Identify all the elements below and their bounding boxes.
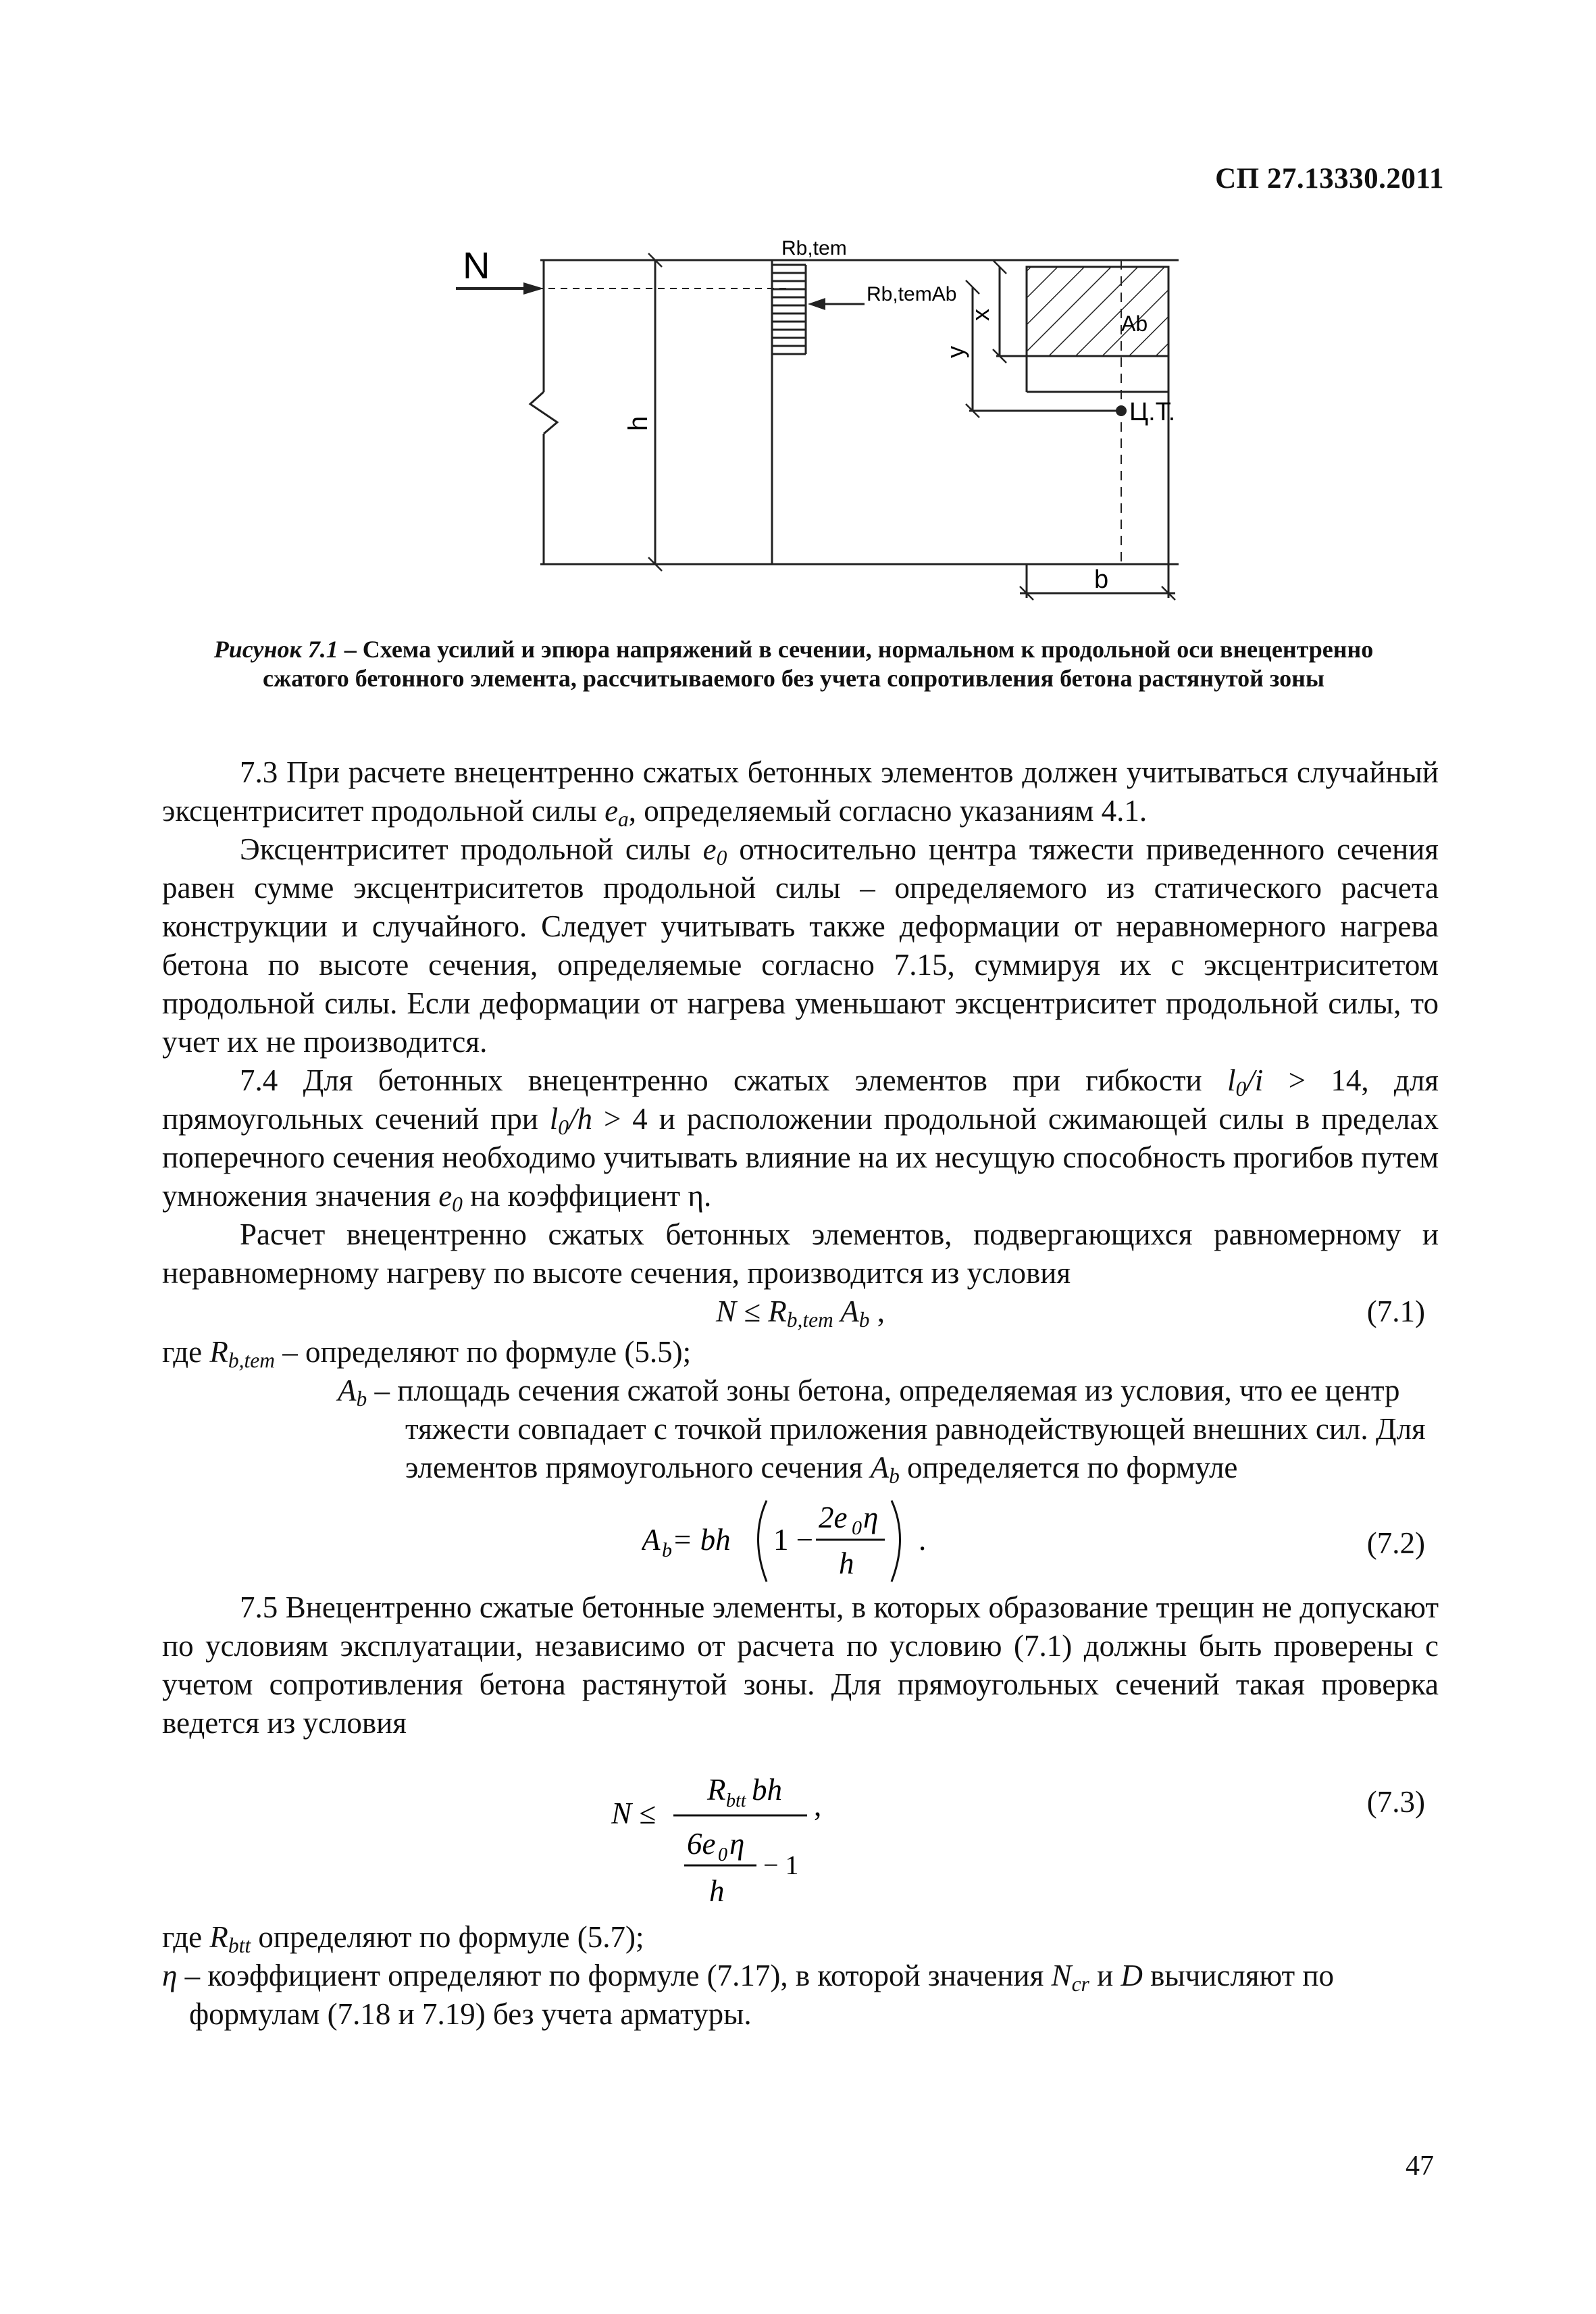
paragraph-calculation: Расчет внецентренно сжатых бетонных элементов, подвергающихся равномерному и неравномерному нагреву по высоте сечения, производится из условия — [162, 1217, 1439, 1290]
label-stress: Rb,tem — [781, 237, 847, 259]
svg-text:0: 0 — [718, 1844, 727, 1865]
label-force-n: N — [463, 244, 490, 286]
body-text — [162, 753, 1439, 2034]
svg-text:− 1: − 1 — [763, 1850, 799, 1880]
resultant-arrow — [808, 298, 865, 310]
standard-code-header: СП 27.13330.2011 — [1215, 163, 1444, 195]
definition-ab: $A_b$ – площадь сечения сжатой зоны бетона, определяемая из условия, что ее центр тяжести совпадает с точкой приложения равнодействующей внешних сил. Для элементов прямоугольного сечения $A_b$ определяется по формуле — [338, 1374, 1426, 1488]
svg-text:,: , — [814, 1788, 822, 1822]
svg-text:2e: 2e — [819, 1501, 848, 1534]
label-dim-b: b — [1094, 565, 1109, 594]
svg-text:η: η — [729, 1827, 745, 1861]
definition-rbtt: где $R_{btt}$ определяют по формуле (5.7); — [162, 1920, 644, 1957]
caption-label: Рисунок 7.1 — [213, 636, 338, 663]
svg-text:6e: 6e — [687, 1827, 716, 1861]
definition-eta: η – коэффициент определяют по формуле (7.17), в которой значения $N_{cr}$ и D вычисляют по формулам (7.18 и 7.19) без учета арматуры. — [162, 1959, 1335, 2031]
formula-number-7-3: (7.3) — [1366, 1785, 1425, 1819]
figure-7-1-diagram — [432, 223, 1229, 615]
label-dim-h: h — [623, 416, 653, 431]
center-of-gravity-point — [1116, 405, 1127, 416]
label-dim-x: x — [967, 309, 994, 321]
paragraph-eccentricity: Эксцентриситет продольной силы $e_0$ относительно центра тяжести приведенного сечения равен сумме эксцентриситетов продольной силы – определяемого из статического расчета конструкции и случайного. Следует учитывать также деформации от неравномерного нагрева бетона по высоте сечения, определяемые согласно 7.15, суммируя их с эксцентриситетом продольной силы. Если деформации от нагрева уменьшают эксцентриситет продольной силы, то учет их не производится. — [162, 832, 1439, 1059]
paragraph-7-3: 7.3 При расчете внецентренно сжатых бетонных элементов должен учитываться случайный эксцентриситет продольной силы $e_a$, определяемый согласно указаниям 4.1. — [162, 755, 1439, 831]
svg-text:= bh: = bh — [672, 1523, 731, 1557]
svg-text:b: b — [662, 1539, 672, 1561]
caption-dash: – — [338, 636, 363, 663]
svg-text:A: A — [642, 1523, 661, 1557]
svg-text:N ≤: N ≤ — [611, 1796, 656, 1830]
definition-rbtem: где $R_{b,tem}$ – определяют по формуле (5.5); — [162, 1335, 692, 1372]
formula-7-2 — [162, 1487, 1439, 1588]
svg-text:0: 0 — [852, 1517, 862, 1539]
svg-text:h: h — [839, 1546, 854, 1580]
svg-text:btt: btt — [726, 1790, 746, 1811]
svg-text:.: . — [919, 1523, 927, 1557]
svg-text:bh: bh — [752, 1773, 782, 1807]
label-center-gravity: Ц.Т. — [1129, 398, 1176, 426]
label-dim-y: y — [942, 346, 969, 358]
figure-caption — [169, 635, 1418, 693]
caption-text: Схема усилий и эпюра напряжений в сечении, нормальном к продольной оси внецентренно сжатого бетонного элемента, рассчитываемого без учета сопротивления бетона растянутой зоны — [262, 636, 1374, 692]
paragraph-7-5: 7.5 Внецентренно сжатые бетонные элементы, в которых образование трещин не допускают по условиям эксплуатации, независимо от расчета по условию (7.1) должны быть проверены с учетом сопротивления бетона растянутой зоны. Для прямоугольных сечений такая проверка ведется из условия — [162, 1590, 1439, 1740]
label-resultant: Rb,temAb — [867, 283, 957, 305]
stress-block — [772, 265, 806, 354]
svg-text:η: η — [863, 1501, 879, 1534]
svg-text:h: h — [709, 1874, 725, 1908]
page-number: 47 — [1406, 2150, 1434, 2182]
formula-7-1: $N \le R_{b,tem}$ $A_b$ , (7.1) — [162, 1292, 1439, 1333]
paragraph-7-4: 7.4 Для бетонных внецентренно сжатых элементов при гибкости $l_0/i > 14$, для прямоугольных сечений при $l_0/h > 4$ и расположении продольной сжимающей силы в пределах поперечного сечения необходимо учитывать влияние на их несущую способность прогибов путем умножения значения $e_0$ на коэффициент η. — [162, 1063, 1439, 1216]
formula-number-7-2: (7.2) — [1366, 1526, 1425, 1560]
svg-text:R: R — [707, 1773, 726, 1807]
formula-7-3 — [162, 1742, 1439, 1918]
svg-text:1 −: 1 − — [773, 1523, 814, 1557]
formula-number-7-1: (7.1) — [1366, 1294, 1425, 1328]
label-area-ab: Ab — [1121, 311, 1148, 336]
